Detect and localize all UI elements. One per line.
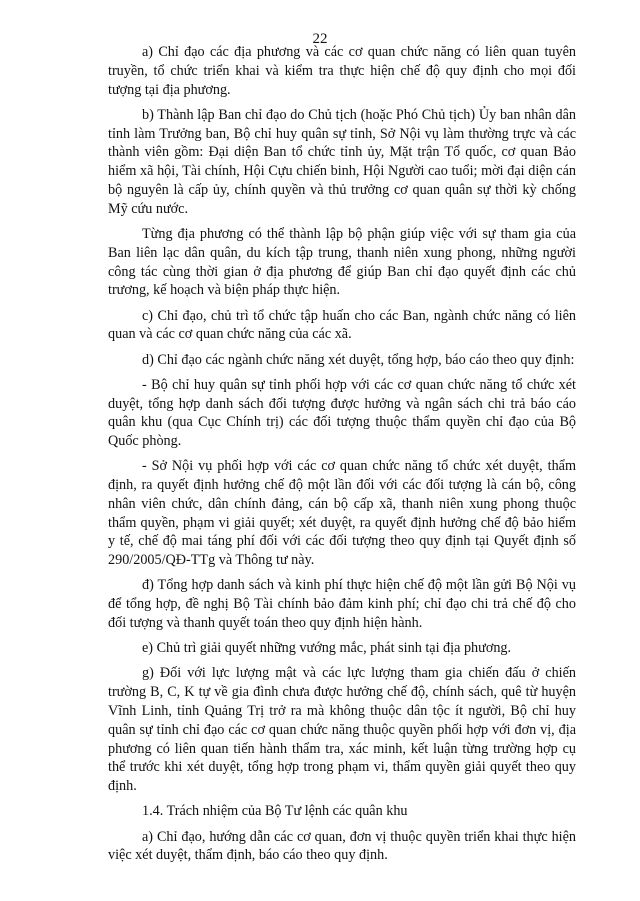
paragraph-home-affairs: - Sở Nội vụ phối hợp với các cơ quan chức năng tổ chức xét duyệt, thẩm định, ra quyết định hưởng chế độ một lần đối với các đối tượng là cán bộ, công nhân viên chức, dân chính đảng, cán bộ cấp xã, thanh niên xung phong thuộc thẩm quyền, phạm vi giải quyết; xét duyệt, ra quyết định hưởng chế độ bảo hiểm y tế, chế độ mai táng phí đối với các đối tượng theo quy định tại Quyết định số 290/2005/QĐ-TTg và Thông tư này. [108,458,576,569]
paragraph-c-training: c) Chỉ đạo, chủ trì tổ chức tập huấn cho các Ban, ngành chức năng có liên quan và các cơ quan chức năng của các xã. [108,307,576,343]
paragraph-a-military-region: a) Chỉ đạo, hướng dẫn các cơ quan, đơn vị thuộc quyền triển khai thực hiện việc xét duyệt, thẩm định, báo cáo theo quy định. [108,828,576,864]
paragraph-dd-summary-budget: đ) Tổng hợp danh sách và kinh phí thực hiện chế độ một lần gửi Bộ Nội vụ để tổng hợp, đề nghị Bộ Tài chính bảo đảm kinh phí; chỉ đạo chi trả chế độ cho đối tượng và thanh quyết toán theo quy định hiện hành. [108,577,576,632]
document-body [108,43,576,865]
paragraph-a-directing-localities: a) Chỉ đạo các địa phương và các cơ quan chức năng có liên quan tuyên truyền, tổ chức triển khai và kiểm tra thực hiện chế độ quy định cho mọi đối tượng tại địa phương. [108,44,576,98]
paragraph-military-command: - Bộ chỉ huy quân sự tỉnh phối hợp với các cơ quan chức năng tổ chức xét duyệt, tổng hợp danh sách đối tượng được hưởng và ngân sách chi trả báo cáo quân khu (qua Cục Chính trị) các đối tượng thuộc thẩm quyền chỉ đạo của Bộ Quốc phòng. [108,376,576,450]
paragraph-e-resolve-issues: e) Chủ trì giải quyết những vướng mắc, phát sinh tại địa phương. [142,640,512,657]
paragraph-b-steering-committee: b) Thành lập Ban chỉ đạo do Chủ tịch (hoặc Phó Chủ tịch) Ủy ban nhân dân tỉnh làm Trưởng ban, Bộ chỉ huy quân sự tỉnh, Sở Nội vụ làm thường trực và các thành viên gồm: Đại diện Ban tổ chức tỉnh ủy, Mặt trận Tổ quốc, cơ quan Bảo hiểm xã hội, Tài chính, Hội Cựu chiến binh, Hội Người cao tuổi; mời đại diện cán bộ nguyên là cấp ủy, chính quyền và thủ trưởng cơ quan quân sự thời kỳ chống Mỹ cứu nước. [108,106,576,217]
section-heading-1-4: 1.4. Trách nhiệm của Bộ Tư lệnh các quân khu [142,803,408,820]
paragraph-d-review-report: d) Chỉ đạo các ngành chức năng xét duyệt, tổng hợp, báo cáo theo quy định: [142,351,575,368]
paragraph-g-secret-forces: g) Đối với lực lượng mật và các lực lượng tham gia chiến đấu ở chiến trường B, C, K tự về gia đình chưa được hưởng chế độ, chính sách, quê từ huyện Vĩnh Linh, tỉnh Quảng Trị trở ra mà không thuộc dân tộc ít người, Bộ chỉ huy quân sự tỉnh chỉ đạo các cơ quan chức năng thuộc quyền phối hợp với đơn vị, địa phương có liên quan tiến hành thẩm tra, xác minh, kết luận từng trường hợp cụ thể trước khi xét duyệt, tổng hợp trong phạm vi, thẩm quyền giải quyết theo quy định. [108,665,576,795]
paragraph-support-unit: Từng địa phương có thể thành lập bộ phận giúp việc với sự tham gia của Ban liên lạc dân quân, du kích tập trung, thanh niên xung phong, những người công tác cùng thời gian ở địa phương để giúp Ban chỉ đạo quyết định các chủ trương, kế hoạch và biện pháp thực hiện. [108,225,576,299]
page-number: 22 [312,31,328,47]
